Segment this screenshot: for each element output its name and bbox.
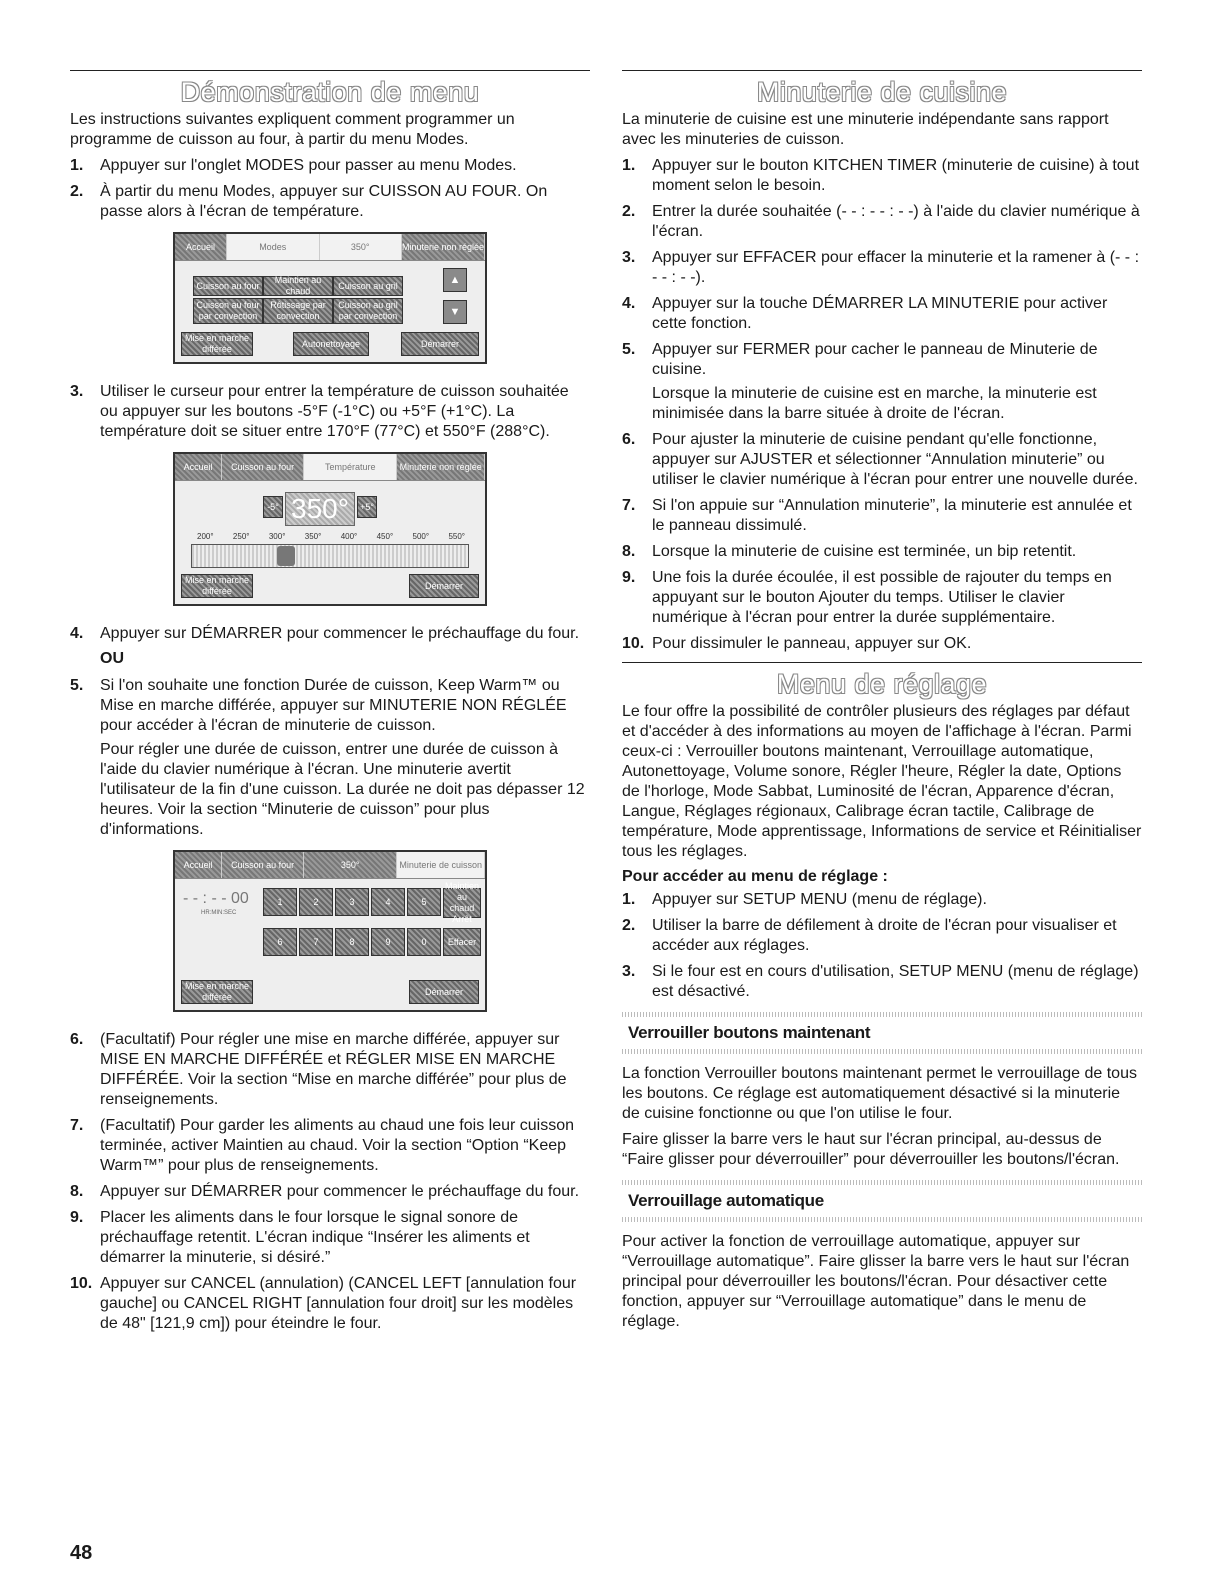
tab-timer[interactable]: Minuterie non réglée — [397, 454, 485, 480]
section-rule — [622, 662, 1142, 663]
keypad-key-7[interactable]: 7 — [299, 928, 333, 956]
list-item: 4. Appuyer sur la touche DÉMARRER LA MINUTERIE pour activer cette fonction. — [622, 295, 1108, 332]
cook-timer-screen-illustration — [173, 850, 487, 1012]
convection-roast-button[interactable]: Rôtissage par convection — [263, 298, 333, 324]
keep-warm-off-button[interactable]: Maintien au chaud Arrêt — [444, 881, 480, 924]
intro-paragraph: La minuterie de cuisine est une minuterie indépendante sans rapport avec les minuteries de cuisson. — [622, 111, 1109, 148]
keypad-key-9[interactable]: 9 — [371, 928, 405, 956]
list-item: 5. Si l'on souhaite une fonction Durée de cuisson, Keep Warm™ ou Mise en marche différée, appuyer sur MINUTERIE NON RÉGLÉE pour accéder à l'écran de minuterie de cuisson. Pour régler une durée de cuisson, entrer une durée de cuisson à l'aide du clavier numérique à l'écran. Une minuterie avertit l'utilisateur de la fin d'une cuisson. La durée ne doit pas dépasser 12 heures. Voir la section “Minuterie de cuisson” pour plus d'informations. — [70, 677, 585, 838]
section-rule — [622, 70, 1142, 71]
tab-bake[interactable]: Cuisson au four — [222, 454, 304, 480]
list-item: 6. Pour ajuster la minuterie de cuisine pendant qu'elle fonctionne, appuyer sur AJUSTER et sélectionner “Annulation minuterie” ou utiliser le clavier numérique à l'écran pour entrer une nouvelle durée. — [622, 431, 1138, 488]
tab-timer[interactable]: Minuterie non réglée — [402, 234, 485, 260]
start-button[interactable]: Démarrer — [409, 574, 479, 598]
list-item: 3. Si le four est en cours d'utilisation, SETUP MENU (menu de réglage) est désactivé. — [622, 963, 1139, 1000]
keypad-key-5[interactable]: 5 — [407, 888, 441, 916]
paragraph: La fonction Verrouiller boutons maintenant permet le verrouillage de tous les boutons. Ce réglage est automatiquement désactivé si la minuterie de cuisine fonctionne ou que l'on utilise le four. — [622, 1065, 1137, 1122]
keypad-key-0[interactable]: 0 — [407, 928, 441, 956]
list-item: 5. Appuyer sur FERMER pour cacher le panneau de Minuterie de cuisine. Lorsque la minuterie de cuisine est en marche, la minuterie est minimisée dans la barre située à droite de l'écran. — [622, 341, 1098, 422]
temperature-display: 350° — [285, 492, 355, 526]
steps-list-a — [70, 156, 590, 222]
bake-button[interactable]: Cuisson au four — [193, 276, 263, 296]
list-item: 1. Appuyer sur le bouton KITCHEN TIMER (minuterie de cuisine) à tout moment selon le besoin. — [622, 157, 1140, 194]
broil-button[interactable]: Cuisson au gril — [333, 276, 403, 296]
convection-broil-button[interactable]: Cuisson au gril par convection — [333, 298, 403, 324]
delay-start-button[interactable]: Mise en marche différée — [181, 980, 253, 1004]
self-clean-button[interactable]: Autonettoyage — [293, 332, 369, 356]
list-item: 2. À partir du menu Modes, appuyer sur CUISSON AU FOUR. On passe alors à l'écran de température. — [70, 183, 548, 220]
list-item: 9. Une fois la durée écoulée, il est possible de rajouter du temps en appuyant sur le bouton Ajouter du temps. Utiliser le clavier numérique à l'écran pour entrer la durée supplémentaire. — [622, 569, 1112, 626]
list-item: 1. Appuyer sur l'onglet MODES pour passer au menu Modes. — [70, 157, 517, 174]
right-column — [622, 70, 1142, 1338]
list-item: 2. Utiliser la barre de défilement à droite de l'écran pour visualiser et accéder aux réglages. — [622, 917, 1117, 954]
list-item: 8. Appuyer sur DÉMARRER pour commencer le préchauffage du four. — [70, 1183, 580, 1200]
tab-home[interactable]: Accueil — [175, 454, 222, 480]
start-button[interactable]: Démarrer — [409, 980, 479, 1004]
temperature-scale: 200° 250° 300° 350° 400° 450° 500° 550° — [197, 532, 465, 541]
tab-home[interactable]: Accueil — [175, 852, 222, 878]
scroll-down-icon[interactable]: ▼ — [443, 300, 467, 324]
minus-five-button[interactable]: -5° — [263, 496, 283, 518]
divider — [622, 1012, 1142, 1017]
list-item: 7. Si l'on appuie sur “Annulation minuterie”, la minuterie est annulée et le panneau dissimulé. — [622, 497, 1132, 534]
divider — [622, 1217, 1142, 1222]
start-button[interactable]: Démarrer — [401, 332, 479, 356]
list-item: 10. Appuyer sur CANCEL (annulation) (CANCEL LEFT [annulation four gauche] ou CANCEL RIGHT [annulation four droit] sur les modèles de 48" [121,9 cm]) pour éteindre le four. — [70, 1275, 577, 1332]
keypad-key-8[interactable]: 8 — [335, 928, 369, 956]
list-item: 4. Appuyer sur DÉMARRER pour commencer le préchauffage du four. — [70, 625, 580, 642]
tab-cook-timer[interactable]: Minuterie de cuisson — [397, 852, 485, 878]
list-item: 6. (Facultatif) Pour régler une mise en marche différée, appuyer sur MISE EN MARCHE DIFFÉRÉE et RÉGLER MISE EN MARCHE DIFFÉRÉE. Voir la section “Mise en marche différée” pour plus de renseignements. — [70, 1031, 567, 1108]
intro-paragraph: Les instructions suivantes expliquent comment programmer un programme de cuisson au four, à partir du menu Modes. — [70, 111, 515, 148]
convection-bake-button[interactable]: Cuisson au four par convection — [193, 298, 263, 324]
access-heading: Pour accéder au menu de réglage : — [622, 868, 888, 885]
delay-start-button[interactable]: Mise en marche différée — [181, 574, 253, 598]
clear-button[interactable]: Effacer — [443, 928, 481, 956]
list-item: 10. Pour dissimuler le panneau, appuyer sur OK. — [622, 635, 972, 652]
slider-handle[interactable] — [277, 546, 295, 566]
paragraph: Pour activer la fonction de verrouillage automatique, appuyer sur “Verrouillage automatique”. Faire glisser la barre vers le haut sur l'écran principal pour déverrouiller les boutons/l'écran. Pour désactiver cette fonction, appuyer sur “Verrouillage automatique” dans le menu de réglage. — [622, 1233, 1130, 1330]
page-number: 48 — [70, 1542, 93, 1564]
divider — [622, 1180, 1142, 1185]
tab-temperature[interactable]: 350° — [320, 234, 402, 260]
setup-steps — [622, 890, 1142, 1002]
section-title-setup-menu: Menu de réglage — [776, 669, 988, 699]
list-item: 8. Lorsque la minuterie de cuisine est terminée, un bip retentit. — [622, 543, 1077, 560]
temperature-slider[interactable] — [191, 544, 469, 568]
keypad-key-2[interactable]: 2 — [299, 888, 333, 916]
tab-temperature[interactable]: Température — [304, 454, 397, 480]
list-item: 7. (Facultatif) Pour garder les aliments au chaud une fois leur cuisson terminée, activer Maintien au chaud. Voir la section “Option “Keep Warm™” pour plus de renseignements. — [70, 1117, 575, 1174]
paragraph: Faire glisser la barre vers le haut sur l'écran principal, au-dessus de “Faire glisser pour déverrouiller” pour déverrouiller les boutons/l'écran. — [622, 1131, 1120, 1168]
tab-bake[interactable]: Cuisson au four — [222, 852, 304, 878]
steps-list-c — [70, 624, 590, 644]
lock-controls-section — [622, 1012, 1142, 1170]
tab-temperature[interactable]: 350° — [304, 852, 397, 878]
plus-five-button[interactable]: +5° — [357, 496, 377, 518]
keypad-key-6[interactable]: 6 — [263, 928, 297, 956]
steps-list-d — [70, 676, 590, 840]
list-item: 3. Utiliser le curseur pour entrer la température de cuisson souhaitée ou appuyer sur les boutons -5°F (-1°C) ou +5°F (+1°C). La température doit se situer entre 170°F (77°C) et 550°F (288°C). — [70, 383, 569, 440]
left-column — [70, 70, 590, 1340]
section-rule — [70, 70, 590, 71]
scroll-up-icon[interactable]: ▲ — [443, 268, 467, 292]
keypad-key-1[interactable]: 1 — [263, 888, 297, 916]
temperature-screen-illustration — [173, 452, 487, 606]
keypad-key-4[interactable]: 4 — [371, 888, 405, 916]
divider — [622, 1049, 1142, 1054]
subsection-title: Verrouillage automatique — [628, 1191, 824, 1210]
section-title-kitchen-timer: Minuterie de cuisine — [756, 77, 1008, 107]
or-label: OU — [100, 650, 124, 667]
list-item: 1. Appuyer sur SETUP MENU (menu de réglage). — [622, 891, 987, 908]
timer-readout: - - : - - 00 — [183, 890, 249, 907]
list-item: 3. Appuyer sur EFFACER pour effacer la minuterie et la ramener à (- - : - - : - -). — [622, 249, 1140, 286]
tab-bar — [175, 454, 485, 481]
tab-modes[interactable]: Modes — [227, 234, 320, 260]
modes-screen-illustration — [173, 232, 487, 364]
keypad-key-3[interactable]: 3 — [335, 888, 369, 916]
tab-bar — [175, 234, 485, 261]
keep-warm-button[interactable]: Maintien au chaud — [263, 276, 333, 296]
setup-intro-paragraph: Le four offre la possibilité de contrôler plusieurs des réglages par défaut et d'accéder à des informations au moyen de l'affichage à l'écran. Parmi ceux-ci : Verrouiller boutons maintenant, Verrouillage automatique, Autonettoyage, Volume sonore, Régler l'heure, Régler la date, Options de l'horloge, Mode Sabbat, Luminosité de l'écran, Apparence d'écran, Langue, Réglages régionaux, Calibrage écran tactile, Calibrage de température, Mode apprentissage, Informations de service et Réinitialiser tous les réglages. — [622, 703, 1142, 860]
auto-lock-section — [622, 1180, 1142, 1332]
list-item: 2. Entrer la durée souhaitée (- - : - - : - -) à l'aide du clavier numérique à l'écran. — [622, 203, 1140, 240]
steps-list-e — [70, 1030, 590, 1334]
tab-bar — [175, 852, 485, 879]
timer-unit-label: HR:MIN:SEC — [201, 910, 237, 916]
delay-start-button[interactable]: Mise en marche différée — [181, 332, 253, 356]
subsection-title: Verrouiller boutons maintenant — [628, 1023, 871, 1042]
section-title-menu-demo: Démonstration de menu — [180, 77, 480, 107]
list-item: 9. Placer les aliments dans le four lorsque le signal sonore de préchauffage retentit. L'écran indique “Insérer les aliments et démarrer la minuterie, si désiré.” — [70, 1209, 530, 1266]
steps-list-b — [70, 382, 590, 442]
tab-home[interactable]: Accueil — [175, 234, 227, 260]
kitchen-timer-steps — [622, 156, 1142, 654]
